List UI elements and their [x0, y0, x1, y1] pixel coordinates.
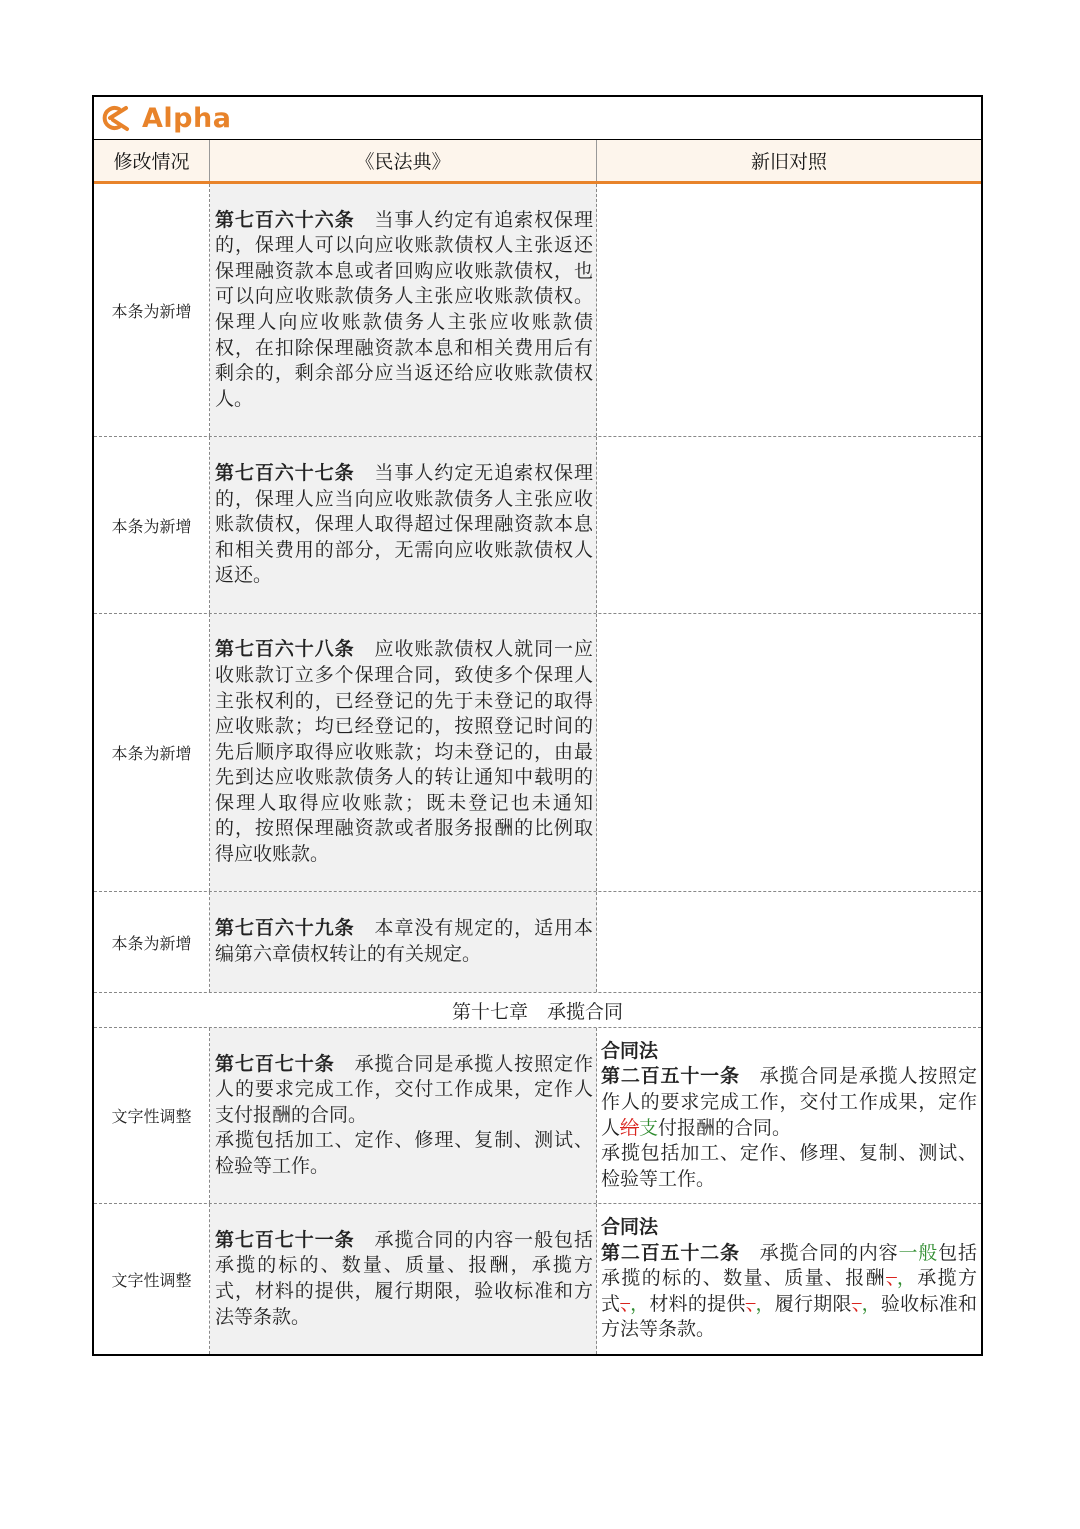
- status-cell: 本条为新增: [94, 614, 210, 891]
- table-row: [94, 614, 981, 892]
- old-text: 材料的提供: [649, 1292, 746, 1315]
- deleted-text: 、: [851, 1292, 862, 1315]
- comparison-cell: [597, 437, 981, 613]
- status-cell: 文字性调整: [94, 1028, 210, 1203]
- comparison-cell: [597, 1028, 981, 1203]
- article-text: 承揽合同的内容一般包括承揽的标的、数量、质量、报酬，承揽方式，材料的提供，履行期限，验收标准和方法等条款。: [215, 1228, 593, 1328]
- comparison-cell: [597, 1204, 981, 1354]
- header-civil-code: 《民法典》: [210, 140, 597, 181]
- old-article-number: 第二百五十二条: [601, 1241, 740, 1264]
- article-number: 第七百七十条: [215, 1052, 335, 1075]
- deleted-text: 给: [620, 1116, 640, 1139]
- old-law-label: 合同法: [601, 1039, 659, 1062]
- deleted-text: 、: [620, 1292, 631, 1315]
- article-number: 第七百六十七条: [215, 462, 355, 485]
- old-text-paragraph: 承揽包括加工、定作、修理、复制、测试、检验等工作。: [601, 1142, 977, 1190]
- comparison-cell: [597, 892, 981, 992]
- deleted-text: 、: [886, 1267, 897, 1290]
- old-text: 承揽方式: [601, 1267, 977, 1315]
- article-text: 当事人约定有追索权保理的，保理人可以向应收账款债权人主张返还保理融资款本息或者回购应收账款债权，也可以向应收账款债务人主张应收账款债权。保理人向应收账款债务人主张应收账款债权，在扣除保理融资款本息和相关费用后有剩余的，剩余部分应当返还给应收账款债权人。: [215, 208, 593, 410]
- article-cell: [210, 437, 597, 613]
- inserted-text: ，: [896, 1267, 918, 1290]
- table-row: [94, 1204, 981, 1354]
- article-text: 本章没有规定的，适用本编第六章债权转让的有关规定。: [215, 917, 593, 965]
- article-cell: [210, 184, 597, 436]
- article-text: 应收账款债权人就同一应收账款订立多个保理合同，致使多个保理人主张权利的，已经登记的先于未登记的取得应收账款；均已经登记的，按照登记时间的先后顺序取得应收账款；均未登记的，由最先到达应收账款债务人的转让通知中载明的保理人取得应收账款；既未登记也未通知的，按照保理融资款或者服务报酬的比例取得应收账款。: [215, 638, 593, 866]
- comparison-cell: [597, 184, 981, 436]
- article-number: 第七百六十八条: [215, 638, 355, 661]
- old-article-number: 第二百五十一条: [601, 1065, 740, 1088]
- alpha-logo-icon: [100, 104, 130, 132]
- header-comparison: 新旧对照: [750, 151, 827, 173]
- article-cell: [210, 1204, 597, 1354]
- article-text: 当事人约定无追索权保理的，保理人应当向应收账款债务人主张应收账款债权，保理人取得超过保理融资款本息和相关费用的部分，无需向应收账款债权人返还。: [215, 462, 593, 587]
- old-text: 履行期限: [774, 1292, 852, 1315]
- comparison-cell: [597, 614, 981, 891]
- inserted-text: 一般: [898, 1241, 939, 1264]
- article-cell: [210, 1028, 597, 1203]
- table-row: [94, 892, 981, 993]
- status-cell: 本条为新增: [94, 184, 210, 436]
- inserted-text: ，: [630, 1292, 650, 1315]
- old-text: 包括承揽的标的、数量、质量、报酬: [601, 1241, 977, 1290]
- old-text: 付报酬的合同。: [658, 1116, 792, 1139]
- deleted-text: 、: [745, 1292, 756, 1315]
- table-header: [94, 140, 981, 184]
- old-text: 承揽合同是承揽人按照定作人的要求完成工作，交付工作成果，定作人: [601, 1065, 977, 1139]
- status-cell: 本条为新增: [94, 437, 210, 613]
- table-row: [94, 184, 981, 437]
- article-number: 第七百六十六条: [215, 208, 355, 231]
- brand-name: Alpha: [142, 102, 232, 134]
- table-row: [94, 437, 981, 614]
- article-cell: [210, 614, 597, 891]
- inserted-text: ，: [755, 1292, 775, 1315]
- article-cell: [210, 892, 597, 992]
- old-text: 验收标准和方法等条款。: [601, 1292, 977, 1341]
- article-text: 承揽合同是承揽人按照定作人的要求完成工作，交付工作成果，定作人支付报酬的合同。: [215, 1052, 593, 1126]
- article-number: 第七百七十一条: [215, 1228, 355, 1251]
- article-text-paragraph: 承揽包括加工、定作、修理、复制、测试、检验等工作。: [215, 1129, 593, 1177]
- header-modification: 修改情况: [94, 140, 210, 181]
- status-cell: 本条为新增: [94, 892, 210, 992]
- inserted-text: ，: [861, 1292, 881, 1315]
- article-number: 第七百六十九条: [215, 917, 355, 940]
- inserted-text: 支: [639, 1116, 659, 1139]
- table-row: [94, 1028, 981, 1204]
- status-cell: 文字性调整: [94, 1204, 210, 1354]
- brand-bar: [94, 97, 981, 140]
- chapter-heading: 第十七章 承揽合同: [94, 993, 981, 1028]
- old-text: 承揽合同的内容: [759, 1241, 899, 1264]
- comparison-table: [92, 95, 983, 1356]
- old-law-label: 合同法: [601, 1216, 659, 1239]
